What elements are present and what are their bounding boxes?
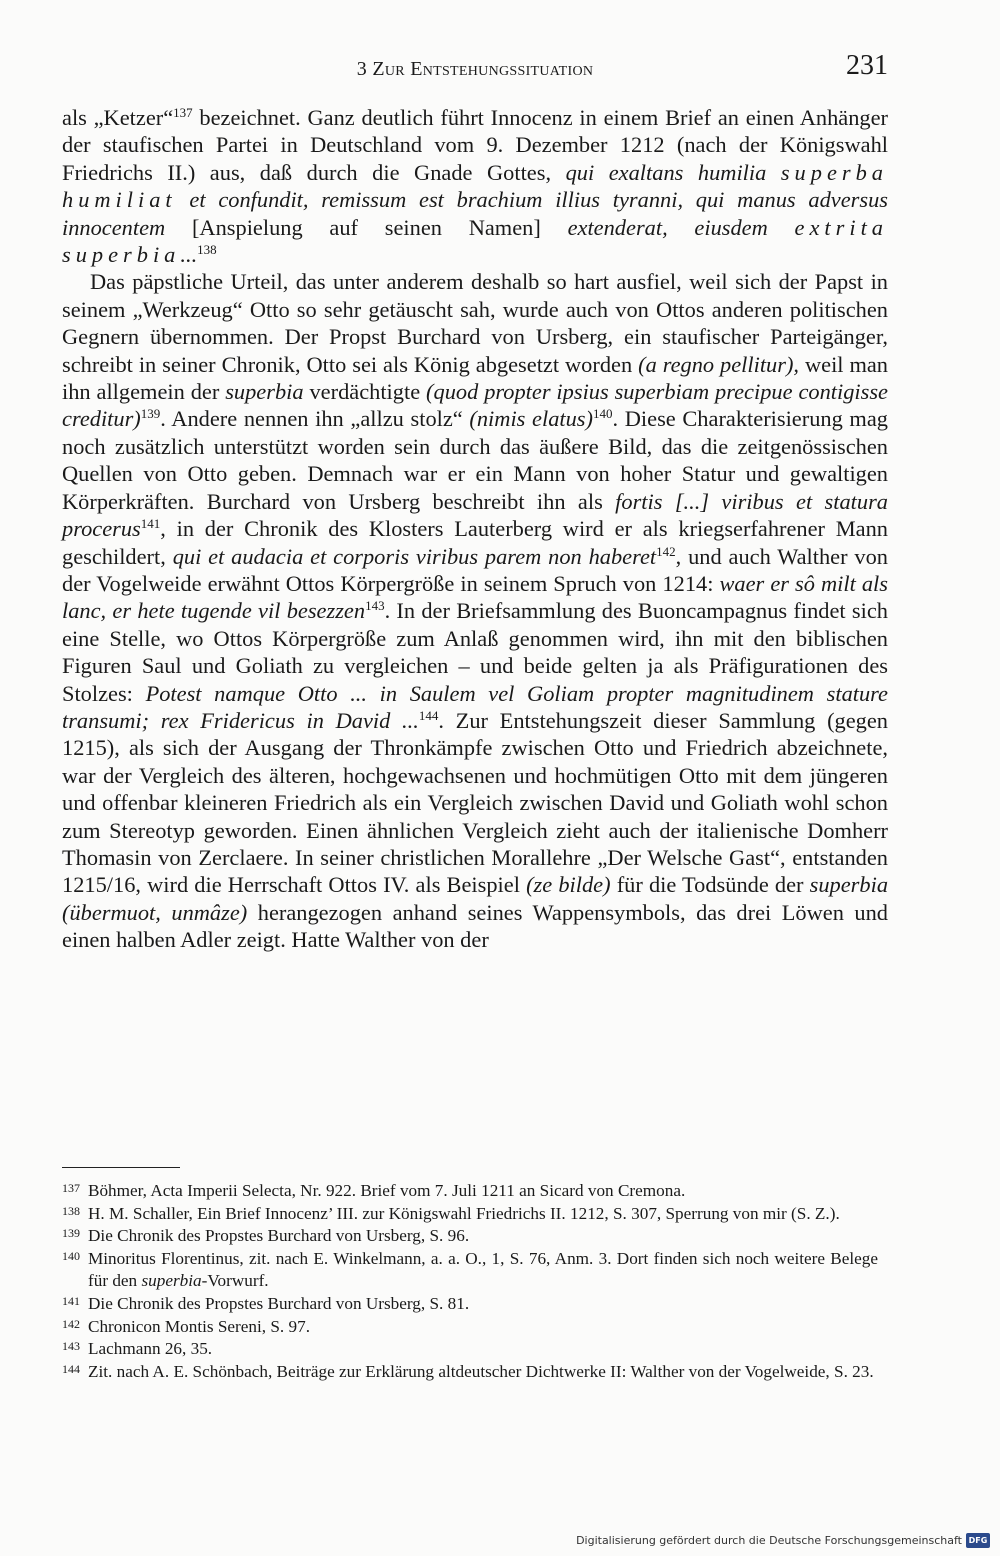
footnote-142 <box>62 1316 878 1339</box>
latin-quote: qui exaltans humilia <box>565 159 767 185</box>
footnote-ref-139[interactable]: 139 <box>140 406 161 422</box>
latin-quote: (quod propter ipsius superbiam precipue contigisse creditur) <box>62 379 888 432</box>
footnote-141 <box>62 1293 878 1316</box>
text-run: . Andere nennen ihn „allzu stolz“ <box>160 406 470 432</box>
footnote-text: H. M. Schaller, Ein Brief Innocenz’ III. zur Königswahl Friedrichs II. 1212, S. 307, Sperrung von mir (S. Z.). <box>88 1203 840 1223</box>
dfg-logo-icon: DFG <box>966 1533 990 1548</box>
latin-quote: (a regno pellitur), <box>638 351 800 377</box>
text-run: verdächtigte <box>303 379 427 405</box>
footnote-text: Böhmer, Acta Imperii Selecta, Nr. 922. Brief vom 7. Juli 1211 an Sicard von Cremona. <box>88 1181 686 1200</box>
digitization-footer <box>0 1526 1000 1556</box>
footnotes <box>62 1180 878 1383</box>
paragraph-1 <box>62 104 888 268</box>
spaced-emphasis: extrita superbia <box>62 214 888 268</box>
footnote-number: 144 <box>62 1361 80 1376</box>
footnote-text: Die Chronik des Propstes Burchard von Ursberg, S. 96. <box>88 1226 470 1246</box>
footnote-text: Chronicon Montis Sereni, S. 97. <box>88 1316 311 1336</box>
footnote-number: 141 <box>62 1293 80 1308</box>
funding-credit: Digitalisierung gefördert durch die Deutsche Forschungsgemeinschaft <box>576 1534 962 1547</box>
footnote-ref-137[interactable]: 137 <box>173 105 193 120</box>
footnote-ref-144[interactable]: 144 <box>418 707 439 723</box>
latin-quote: et confundit, remissum est brachium illius tyranni, qui manus adversus innocentem <box>62 187 888 240</box>
footnote-ref-138[interactable]: 138 <box>197 242 217 258</box>
latin-quote: qui et audacia et corporis viribus parem non haberet <box>172 543 657 569</box>
text-run: Das päpstliche Urteil, das unter anderem deshalb so hart ausfiel, weil sich der Papst in seinem „Werkzeug“ Otto so sehr getäuscht sah, wurde auch von Ottos anderen politischen Gegnern übernommen. Der Propst Burchard von Ursberg, ein staufischer Parteigänger, schreibt in seiner Chronik, Otto sei als König abgesetzt worden <box>62 269 888 377</box>
text-run: [Anspielung auf seinen Namen] <box>165 214 568 240</box>
text-run: weil man ihn allgemein der <box>62 351 889 405</box>
footnote-text: Zit. nach A. E. Schönbach, Beiträge zur Erklärung altdeutscher Dichtwerke II: Walther von der Vogelweide, S. 23. <box>88 1361 874 1381</box>
paragraph-2 <box>62 268 888 953</box>
footnote-140 <box>62 1248 878 1293</box>
text-run: als „Ketzer“ <box>62 105 174 130</box>
footnote-text: Die Chronik des Propstes Burchard von Ursberg, S. 81. <box>88 1293 470 1313</box>
footnote-ref-142[interactable]: 142 <box>656 543 676 559</box>
text-run: herangezogen anhand seines Wappensymbols, das drei Löwen und einen halben Adler zeigt. Hatte Walther von der <box>62 899 888 953</box>
running-title <box>62 58 888 81</box>
chapter-number: 3 <box>356 58 368 80</box>
text-run: . In der Briefsammlung des Buoncampagnus findet sich eine Stelle, wo Ottos Körpergröße zum Anlaß genommen wird, ihn mit den biblischen Figuren Saul und Goliath zu vergleichen – und beide gelten ja als Präfigurationen des Stolzes: <box>62 598 888 706</box>
text-run: , und auch Walther von der Vogelweide erwähnt Ottos Körpergröße in seinem Spruch von 1214: <box>62 543 888 596</box>
footnote-number: 142 <box>62 1316 80 1331</box>
ellipsis: ... <box>180 242 198 268</box>
footnote-number: 139 <box>62 1226 80 1241</box>
text-run: für die Todsünde der <box>610 872 810 898</box>
latin-quote: (nimis elatus) <box>469 406 593 432</box>
italic-term: superbia (übermuot, unmâze) <box>62 872 889 925</box>
footnote-text: Lachmann 26, 35. <box>88 1339 213 1359</box>
latin-quote: fortis [...] viribus et statura procerus <box>62 488 888 542</box>
italic-term: superbia <box>225 379 304 405</box>
spaced-emphasis: superba humiliat <box>62 159 888 213</box>
text-run: , in der Chronik des Klosters Lauterberg wird er als kriegserfahrener Mann geschildert, <box>62 516 888 569</box>
footnote-144 <box>62 1361 878 1384</box>
footnote-number: 140 <box>62 1248 80 1263</box>
footnote-143 <box>62 1338 878 1361</box>
verse-quote: waer er sô milt als lanc, er hete tugende vil besezzen <box>62 570 888 624</box>
text-run: . Zur Entstehungszeit dieser Sammlung (gegen 1215), als sich der Ausgang der Thronkämpfe zwischen Otto und Friedrich abzeichnete, war der Vergleich des älteren, hochgewachsenen und hochmütigen Otto mit dem jüngeren und offenbar kleineren Friedrich als ein Vergleich zwischen David und Goliath wohl schon zum Stereotyp geworden. Einen ähnlichen Vergleich zieht auch der italienische Domherr Thomasin von Zerclaere. In seiner christlichen Morallehre „Der Welsche Gast“, entstanden 1215/16, wird die Herrschaft Ottos IV. als Beispiel <box>62 707 888 898</box>
footnote-italic: superbia <box>141 1271 202 1291</box>
footnote-138 <box>62 1203 878 1226</box>
footnote-text: Minoritus Florentinus, zit. nach E. Winkelmann, a. a. O., 1, S. 76, Anm. 3. Dort finden sich noch weitere Belege für den <box>88 1248 878 1291</box>
italic-term: (ze bilde) <box>526 872 611 898</box>
chapter-title: Zur Entstehungssituation <box>372 58 594 80</box>
page-number: 231 <box>846 50 888 81</box>
text-run: . Diese Charakterisierung mag noch zusätzlich unterstützt worden sein durch das äußere Bild, das die zeitgenössischen Quellen von Otto geben. Demnach war er ein Mann von hoher Statur und gewaltigen Körperkräften. Burchard von Ursberg beschreibt ihn als <box>62 406 888 514</box>
footnote-ref-143[interactable]: 143 <box>365 598 385 614</box>
footnote-ref-141[interactable]: 141 <box>140 516 161 532</box>
footnote-number: 143 <box>62 1339 80 1354</box>
footnote-text: -Vorwurf. <box>201 1271 269 1291</box>
latin-quote: Potest namque Otto ... in Saulem vel Goliam propter magnitudinem stature transumi; rex Fridericus in David ... <box>62 680 888 733</box>
footnote-number: 138 <box>62 1203 80 1218</box>
footnote-divider <box>62 1167 180 1168</box>
main-text <box>62 104 888 954</box>
running-head <box>62 50 888 90</box>
footnote-number: 137 <box>62 1181 80 1195</box>
footnote-ref-140[interactable]: 140 <box>592 406 613 422</box>
footnote-137 <box>62 1180 878 1203</box>
text-run: bezeichnet. Ganz deutlich führt Innocenz in einem Brief an einen Anhänger der staufischen Partei in Deutschland vom 9. Dezember 1212 (nach der Königswahl Friedrichs II.) aus, daß durch die Gnade Gottes, <box>62 105 888 185</box>
latin-quote: extenderat, eiusdem <box>567 214 768 240</box>
footnote-139 <box>62 1225 878 1248</box>
